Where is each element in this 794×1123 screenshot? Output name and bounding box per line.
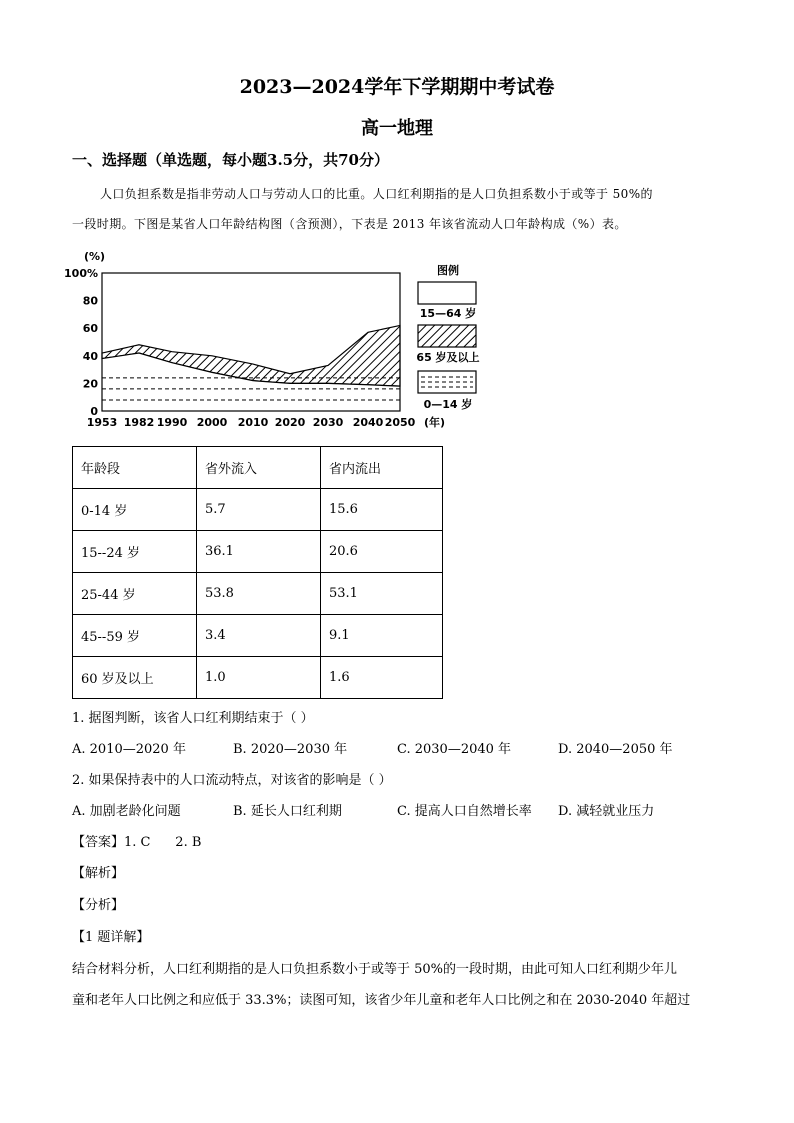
table-cell: 25-44 岁 (73, 573, 197, 615)
y-tick-label: 40 (82, 349, 98, 363)
legend-label: 65 岁及以上 (416, 351, 480, 364)
table-cell: 1.6 (321, 657, 443, 699)
population-structure-chart (64, 248, 490, 438)
chart-legend (416, 263, 479, 411)
q2-option-c[interactable]: C. 提高人口自然增长率 (397, 804, 532, 819)
table-header: 年龄段 (73, 447, 197, 489)
legend-swatch-15-64 (418, 282, 476, 304)
table-cell: 36.1 (197, 531, 321, 573)
table-header: 省内流出 (321, 447, 443, 489)
y-tick-label: 100% (64, 267, 98, 280)
table-cell: 3.4 (197, 615, 321, 657)
y-tick-label: 0 (90, 405, 98, 418)
q1-option-d[interactable]: D. 2040—2050 年 (558, 742, 673, 757)
table-cell: 45--59 岁 (73, 615, 197, 657)
detail-label: 【1 题详解】 (72, 930, 150, 945)
table-cell: 9.1 (321, 615, 443, 657)
y-axis-label: (%) (84, 250, 106, 263)
table-header-row (73, 447, 443, 489)
answer-text: 1. C 2. B (124, 835, 202, 850)
table-cell: 20.6 (321, 531, 443, 573)
table-cell: 53.8 (197, 573, 321, 615)
table-header: 省外流入 (197, 447, 321, 489)
y-tick-label: 20 (82, 377, 98, 391)
x-tick-label: 2020 (274, 416, 306, 429)
x-tick-label: 1990 (156, 416, 188, 429)
x-tick-label: 2040 (352, 416, 384, 429)
migration-table (72, 446, 443, 699)
x-tick-label: 2030 (312, 416, 344, 429)
fenxi-label: 【分析】 (72, 898, 125, 913)
x-tick-label: 1982 (123, 416, 155, 429)
q2-option-a[interactable]: A. 加剧老龄化问题 (72, 804, 181, 819)
plot-layer (102, 325, 400, 411)
y-tick-label: 80 (82, 294, 98, 308)
table-cell: 53.1 (321, 573, 443, 615)
x-tick-label: 2010 (237, 416, 269, 429)
detail-line-2: 童和老年人口比例之和应低于 33.3%；读图可知，该省少年儿童和老年人口比例之和在 2030-2040 年超过 (72, 993, 691, 1008)
page-subtitle: 高一地理 (361, 118, 433, 139)
section-heading: 一、选择题（单选题，每小题3.5分，共70分） (72, 151, 389, 169)
x-tick-label: 2000 (196, 416, 228, 429)
table-cell: 5.7 (197, 489, 321, 531)
x-axis-label: (年) (424, 416, 446, 429)
legend-title: 图例 (437, 264, 459, 277)
legend-label: 0—14 岁 (423, 398, 473, 411)
detail-line-1: 结合材料分析，人口红利期指的是人口负担系数小于或等于 50%的一段时期，由此可知人口红利期少年儿 (72, 962, 678, 977)
table-row (73, 657, 443, 699)
answer-label: 【答案】 (72, 835, 125, 850)
table-cell: 15.6 (321, 489, 443, 531)
table-row (73, 615, 443, 657)
q2-option-d[interactable]: D. 减轻就业压力 (558, 804, 655, 819)
x-tick-label: 1953 (86, 416, 118, 429)
legend-swatch-65-plus (418, 325, 476, 347)
q1-option-b[interactable]: B. 2020—2030 年 (233, 742, 348, 757)
table-cell: 0-14 岁 (73, 489, 197, 531)
table-cell: 15--24 岁 (73, 531, 197, 573)
table-row (73, 489, 443, 531)
page-title: 2023—2024学年下学期期中考试卷 (239, 76, 555, 98)
intro-line-2: 一段时期。下图是某省人口年龄结构图（含预测），下表是 2013 年该省流动人口年龄构成（%）表。 (72, 217, 627, 231)
q1-option-c[interactable]: C. 2030—2040 年 (397, 742, 512, 757)
table-cell: 1.0 (197, 657, 321, 699)
question-1-stem: 1. 据图判断，该省人口红利期结束于（ ） (72, 711, 314, 726)
x-tick-label: 2050 (384, 416, 416, 429)
y-tick-label: 60 (82, 322, 98, 336)
answer-line (72, 831, 201, 850)
table-row (73, 573, 443, 615)
legend-label: 15—64 岁 (419, 307, 477, 320)
q2-option-b[interactable]: B. 延长人口红利期 (233, 804, 342, 819)
intro-line-1: 人口负担系数是指非劳动人口与劳动人口的比重。人口红利期指的是人口负担系数小于或等于 50%的 (100, 187, 653, 201)
question-2-stem: 2. 如果保持表中的人口流动特点，对该省的影响是（ ） (72, 773, 392, 788)
table-row (73, 531, 443, 573)
legend-swatch-0-14 (418, 371, 476, 393)
q1-option-a[interactable]: A. 2010—2020 年 (72, 742, 186, 757)
analysis-label: 【解析】 (72, 866, 125, 881)
table-cell: 60 岁及以上 (73, 657, 197, 699)
